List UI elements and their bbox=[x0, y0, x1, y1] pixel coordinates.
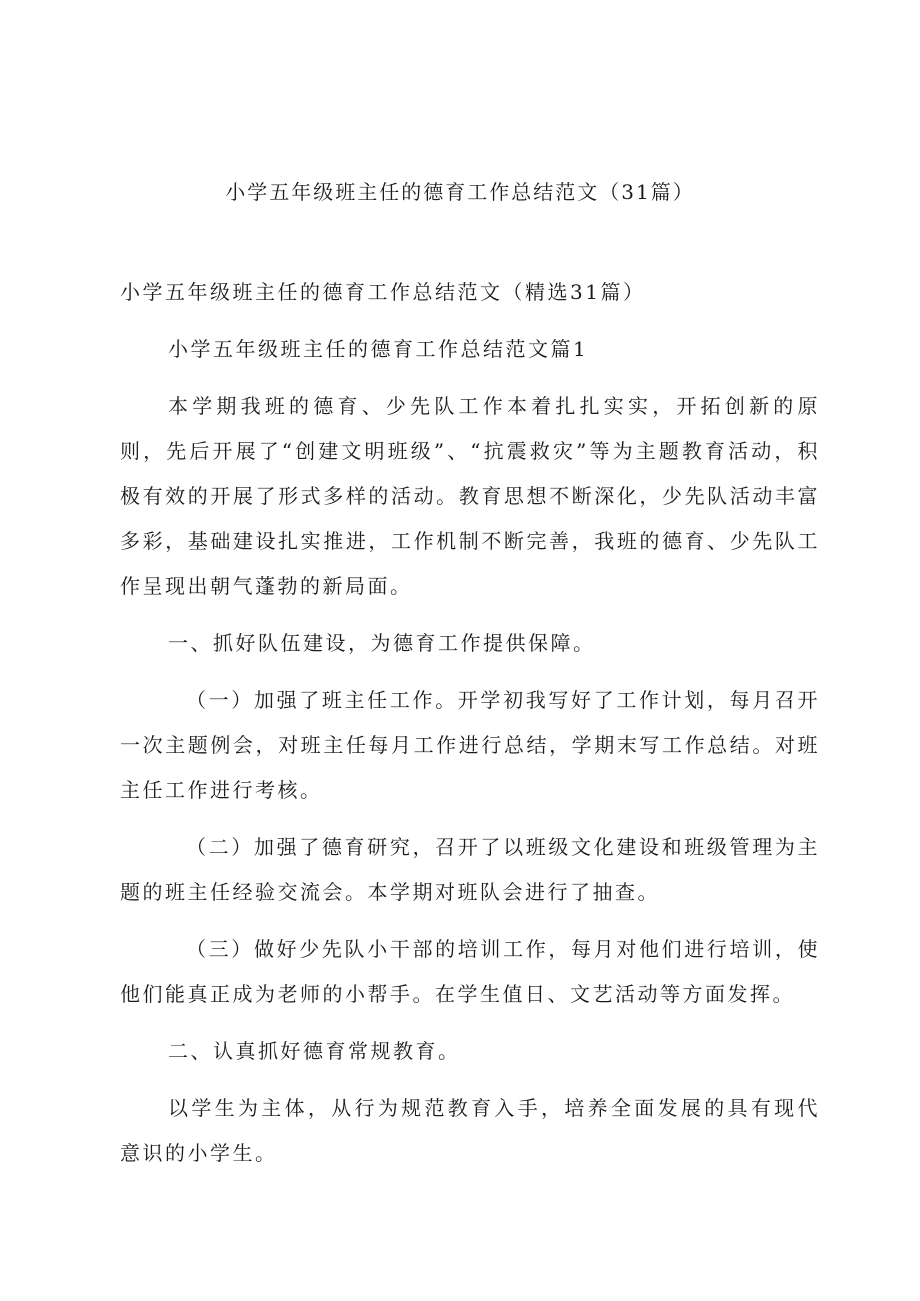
paragraph-student-centered: 以学生为主体，从行为规范教育入手，培养全面发展的具有现代意识的小学生。 bbox=[120, 1096, 820, 1165]
document-body bbox=[120, 270, 820, 1176]
paragraph-class-teacher-work: （一）加强了班主任工作。开学初我写好了工作计划，每月召开一次主题例会，对班主任每月工作进行总结，学期末写工作总结。对班主任工作进行考核。 bbox=[120, 688, 820, 802]
paragraph-intro: 本学期我班的德育、少先队工作本着扎扎实实，开拓创新的原则，先后开展了“创建文明班级”、“抗震救灾”等为主题教育活动，积极有效的开展了形式多样的活动。教育思想不断深化，少先队活动丰富多彩，基础建设扎实推进，工作机制不断完善，我班的德育、少先队工作呈现出朝气蓬勃的新局面。 bbox=[120, 394, 820, 598]
paragraph-moral-research: （二）加强了德育研究，召开了以班级文化建设和班级管理为主题的班主任经验交流会。本学期对班队会进行了抽查。 bbox=[120, 835, 820, 904]
document-subtitle: 小学五年级班主任的德育工作总结范文（精选31篇） bbox=[120, 280, 646, 304]
heading-routine-education: 二、认真抓好德育常规教育。 bbox=[168, 1039, 461, 1063]
document-title: 小学五年级班主任的德育工作总结范文（31篇） bbox=[225, 180, 695, 204]
heading-team-building: 一、抓好队伍建设，为德育工作提供保障。 bbox=[168, 631, 596, 655]
section-title: 小学五年级班主任的德育工作总结范文篇1 bbox=[168, 337, 589, 361]
paragraph-cadre-training: （三）做好少先队小干部的培训工作，每月对他们进行培训，使他们能真正成为老师的小帮手。在学生值日、文艺活动等方面发挥。 bbox=[120, 937, 820, 1006]
